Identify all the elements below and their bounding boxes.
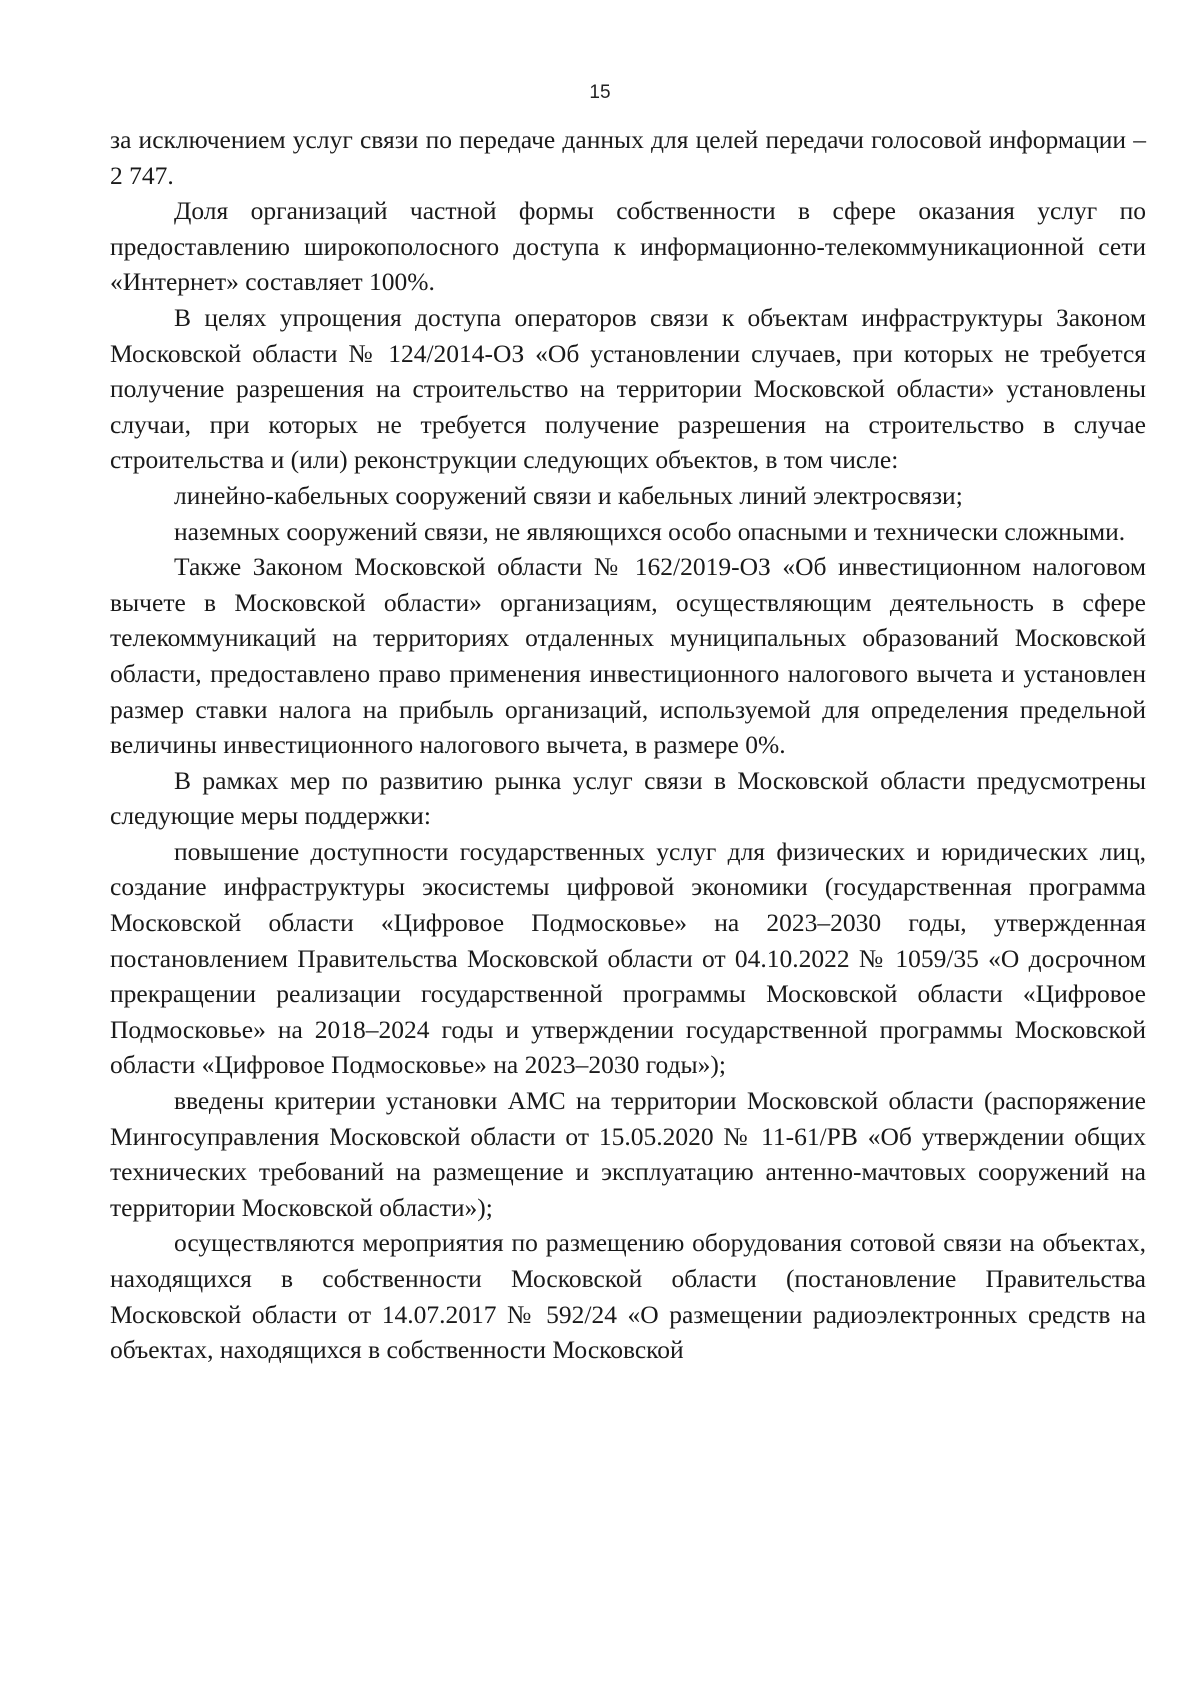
list-item-cellular-equipment: осуществляются мероприятия по размещению оборудования сотовой связи на объектах, находящихся в собственности Московской области (постановление Правительства Московской области от 14.07.2017 № 592/24 «О размещении радиоэлектронных средств на объектах, находящихся в собственности Московской <box>110 1228 1146 1365</box>
paragraph-law-162-2019: Также Законом Московской области № 162/2019-ОЗ «Об инвестиционном налоговом вычете в Московской области» организациям, осуществляющим деятельность в сфере телекоммуникаций на территориях отдаленных муниципальных образований Московской области, предоставлено право применения инвестиционного налогового вычета и установлен размер ставки налога на прибыль организаций, используемой для определения предельной величины инвестиционного налогового вычета, в размере 0%. <box>110 552 1146 760</box>
paragraph-support-measures-intro: В рамках мер по развитию рынка услуг связи в Московской области предусмотрены следующие меры поддержки: <box>110 765 1146 831</box>
page-number: 15 <box>589 82 611 103</box>
list-item-digital-program: повышение доступности государственных услуг для физических и юридических лиц, создание инфраструктуры экосистемы цифровой экономики (государственная программа Московской области «Цифровое Подмосковье» на 2023–2030 годы, утвержденная постановлением Правительства Московской области от 04.10.2022 № 1059/35 «О досрочном прекращении реализации государственной программы Московской области «Цифровое Подмосковье» на 2018–2024 годы и утверждении государственной программы Московской области «Цифровое Подмосковье» на 2023–2030 годы»); <box>110 836 1146 1080</box>
paragraph-law-124-2014: В целях упрощения доступа операторов связи к объектам инфраструктуры Законом Московской области № 124/2014-ОЗ «Об установлении случаев, при которых не требуется получение разрешения на строительство на территории Московской области» установлены случаи, при которых не требуется получение разрешения на строительство в случае строительства и (или) реконструкции следующих объектов, в том числе: <box>110 302 1146 475</box>
list-item-ground-structures: наземных сооружений связи, не являющихся особо опасными и технически сложными. <box>174 516 1126 546</box>
list-item-cable-structures: линейно-кабельных сооружений связи и кабельных линий электросвязи; <box>174 480 963 510</box>
document-body <box>110 122 1146 1368</box>
list-item-ams-criteria: введены критерии установки АМС на территории Московской области (распоряжение Мингосуправления Московской области от 15.05.2020 № 11-61/РВ «Об утверждении общих технических требований на размещение и эксплуатацию антенно-мачтовых сооружений на территории Московской области»); <box>110 1086 1146 1222</box>
paragraph-private-ownership-share: Доля организаций частной формы собственности в сфере оказания услуг по предоставлению широкополосного доступа к информационно-телекоммуникационной сети «Интернет» составляет 100%. <box>110 196 1146 297</box>
paragraph-continuation: за исключением услуг связи по передаче данных для целей передачи голосовой информации – 2 747. <box>110 125 1146 190</box>
